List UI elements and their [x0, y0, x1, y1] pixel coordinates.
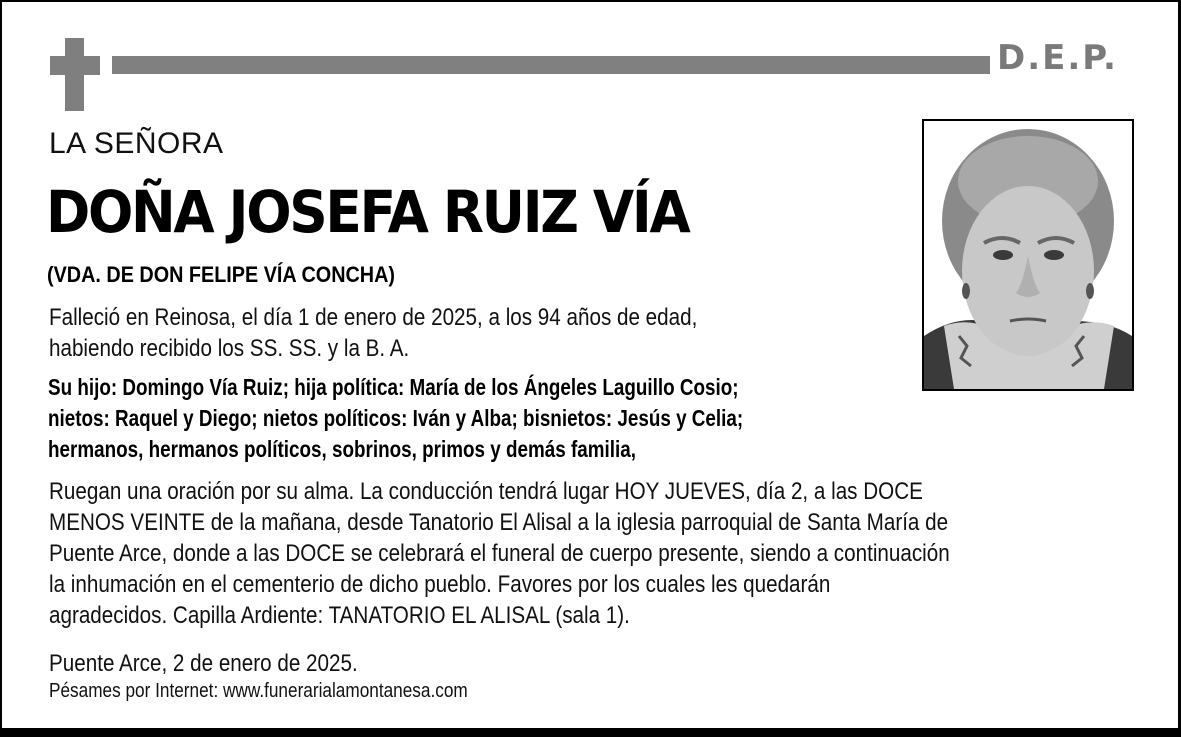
- cross-icon-bar: [50, 56, 100, 75]
- death-notice-line: Falleció en Reinosa, el día 1 de enero de 2025, a los 94 años de edad,: [49, 304, 698, 331]
- portrait-photo: [922, 119, 1134, 391]
- death-notice-line: habiendo recibido los SS. SS. y la B. A.: [49, 335, 410, 362]
- dep-abbreviation: D.E.P.: [997, 38, 1118, 78]
- deceased-name: DOÑA JOSEFA RUIZ VÍA: [46, 178, 689, 246]
- family-line: Su hijo: Domingo Vía Ruiz; hija política: María de los Ángeles Laguillo Cosio;: [48, 374, 739, 400]
- header-rule: [112, 56, 990, 74]
- family-list: [48, 372, 743, 465]
- death-notice: [49, 302, 697, 364]
- ceremony-line: Puente Arce, donde a las DOCE se celebrará el funeral de cuerpo presente, siendo a continuación: [49, 540, 950, 567]
- honorific-title: LA SEÑORA: [49, 127, 224, 160]
- place-date: Puente Arce, 2 de enero de 2025.: [49, 650, 358, 677]
- ceremony-line: la inhumación en el cementerio de dicho pueblo. Favores por los cuales les quedarán: [49, 571, 831, 598]
- ceremony-details: [49, 476, 950, 631]
- ceremony-line: agradecidos. Capilla Ardiente: TANATORIO EL ALISAL (sala 1).: [49, 602, 630, 629]
- family-line: hermanos, hermanos políticos, sobrinos, primos y demás familia,: [48, 436, 636, 462]
- widow-note: (VDA. DE DON FELIPE VÍA CONCHA): [47, 262, 395, 287]
- ceremony-line: MENOS VEINTE de la mañana, desde Tanatorio El Alisal a la iglesia parroquial de Santa María de: [49, 509, 949, 536]
- family-line: nietos: Raquel y Diego; nietos políticos: Iván y Alba; bisnietos: Jesús y Celia;: [48, 405, 744, 431]
- condolences-link: Pésames por Internet: www.funerarialamontanesa.com: [49, 680, 468, 702]
- portrait-icon: [924, 121, 1132, 389]
- ceremony-line: Ruegan una oración por su alma. La conducción tendrá lugar HOY JUEVES, día 2, a las DOCE: [49, 478, 923, 505]
